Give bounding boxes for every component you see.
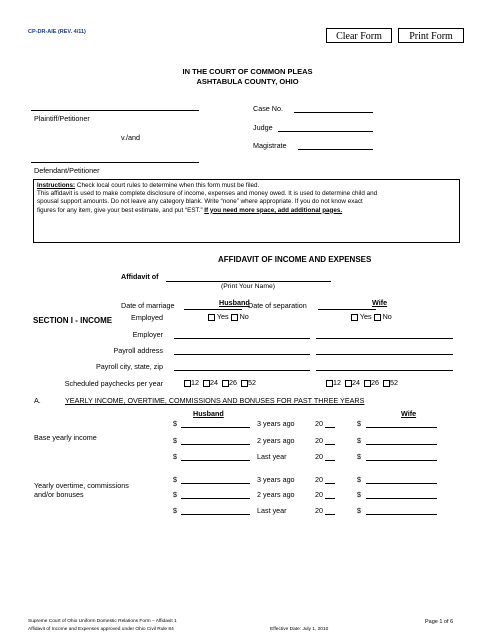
option-26-label: 26 bbox=[371, 378, 379, 387]
case-no-label: Case No. bbox=[253, 104, 283, 113]
overtime-year-field[interactable] bbox=[325, 514, 335, 515]
court-name: IN THE COURT OF COMMON PLEAS bbox=[182, 67, 313, 76]
overtime-wife-amount-field[interactable] bbox=[366, 498, 437, 499]
payroll-city-label: Payroll city, state, zip bbox=[96, 362, 163, 371]
paychecks-label: Scheduled paychecks per year bbox=[64, 379, 163, 388]
footer-page-number: Page 1 of 6 bbox=[425, 619, 454, 625]
base-husband-dollar: $ bbox=[173, 452, 177, 461]
base-year-prefix: 20 bbox=[315, 436, 323, 445]
instructions-line1: Check local court rules to determine when this form must be filed. bbox=[75, 182, 260, 189]
instructions-line3: spousal support amounts. Do not leave any category blank. Write “none” where appropriate. If you do not know exact bbox=[37, 198, 363, 206]
judge-label: Judge bbox=[253, 123, 273, 132]
husband-yes-label: Yes bbox=[216, 312, 229, 321]
instructions-line4: figures for any item, give your best estimate, and put “EST.” bbox=[37, 206, 205, 214]
base-income-label: Base yearly income bbox=[34, 433, 97, 442]
base-period-label: Last year bbox=[257, 452, 287, 461]
wife-employed-yes-checkbox[interactable] bbox=[351, 314, 358, 321]
base-period-label: 2 years ago bbox=[257, 436, 295, 445]
wife-payroll-city-field[interactable] bbox=[316, 370, 453, 371]
section1-title: SECTION I - INCOME bbox=[33, 316, 113, 325]
base-year-field[interactable] bbox=[325, 444, 335, 445]
overtime-label bbox=[34, 481, 129, 499]
base-wife-amount-field[interactable] bbox=[366, 444, 437, 445]
magistrate-field[interactable] bbox=[298, 149, 373, 150]
footer-effective-date: Effective Date: July 1, 2010 bbox=[270, 627, 329, 632]
base-husband-dollar: $ bbox=[173, 436, 177, 445]
print-name-label: (Print Your Name) bbox=[221, 283, 276, 290]
affidavit-title: AFFIDAVIT OF INCOME AND EXPENSES bbox=[218, 255, 372, 264]
part-a-husband-header: Husband bbox=[193, 409, 224, 418]
overtime-husband-amount-field[interactable] bbox=[181, 498, 250, 499]
wife-no-label: No bbox=[382, 312, 392, 321]
overtime-husband-amount-field[interactable] bbox=[181, 514, 250, 515]
instructions-line2: This affidavit is used to make complete disclosure of income, expenses and money owed. It is used to determine child and bbox=[37, 190, 378, 198]
part-a-heading: YEARLY INCOME, OVERTIME, COMMISSIONS AND BONUSES FOR PAST THREE YEARS bbox=[65, 396, 365, 405]
instructions-box bbox=[33, 179, 460, 243]
affiant-name-field[interactable] bbox=[166, 281, 331, 282]
vs-label: v./and bbox=[121, 133, 141, 142]
overtime-year-field[interactable] bbox=[325, 498, 335, 499]
base-wife-dollar: $ bbox=[357, 436, 361, 445]
separation-date-label: Date of separation bbox=[248, 301, 307, 310]
wife-24-checkbox[interactable] bbox=[345, 380, 352, 387]
option-24-label: 24 bbox=[352, 378, 360, 387]
overtime-label-line2: and/or bonuses bbox=[34, 490, 84, 499]
husband-employed bbox=[208, 312, 249, 321]
print-form-button[interactable]: Print Form bbox=[398, 28, 464, 43]
husband-26-checkbox[interactable] bbox=[222, 380, 229, 387]
husband-employer-field[interactable] bbox=[174, 338, 310, 339]
wife-52-checkbox[interactable] bbox=[383, 380, 390, 387]
wife-12-checkbox[interactable] bbox=[326, 380, 333, 387]
s1-wife-header: Wife bbox=[372, 298, 388, 307]
employer-label: Employer bbox=[132, 330, 163, 339]
overtime-husband-amount-field[interactable] bbox=[181, 483, 250, 484]
overtime-period-label: 2 years ago bbox=[257, 490, 295, 499]
overtime-period-label: Last year bbox=[257, 506, 287, 515]
base-period-label: 3 years ago bbox=[257, 419, 295, 428]
overtime-husband-dollar: $ bbox=[173, 475, 177, 484]
option-52-label: 52 bbox=[390, 378, 398, 387]
magistrate-label: Magistrate bbox=[253, 141, 287, 150]
form-code: CP-DR-AIE (REV. 4/11) bbox=[28, 29, 86, 35]
employed-label: Employed bbox=[131, 313, 163, 322]
overtime-husband-dollar: $ bbox=[173, 490, 177, 499]
base-year-field[interactable] bbox=[325, 460, 335, 461]
option-12-label: 12 bbox=[333, 378, 341, 387]
clear-form-button[interactable]: Clear Form bbox=[326, 28, 392, 43]
husband-no-label: No bbox=[239, 312, 249, 321]
overtime-period-label: 3 years ago bbox=[257, 475, 295, 484]
overtime-year-prefix: 20 bbox=[315, 475, 323, 484]
overtime-year-field[interactable] bbox=[325, 483, 335, 484]
marriage-date-label: Date of marriage bbox=[121, 301, 175, 310]
base-husband-dollar: $ bbox=[173, 419, 177, 428]
overtime-wife-dollar: $ bbox=[357, 475, 361, 484]
wife-employed bbox=[351, 312, 392, 321]
overtime-wife-dollar: $ bbox=[357, 490, 361, 499]
wife-employed-no-checkbox[interactable] bbox=[374, 314, 381, 321]
s1-husband-header: Husband bbox=[219, 298, 250, 307]
base-husband-amount-field[interactable] bbox=[181, 460, 250, 461]
base-wife-amount-field[interactable] bbox=[366, 427, 437, 428]
overtime-husband-dollar: $ bbox=[173, 506, 177, 515]
base-year-prefix: 20 bbox=[315, 452, 323, 461]
option-12-label: 12 bbox=[191, 378, 199, 387]
base-year-field[interactable] bbox=[325, 427, 335, 428]
affidavit-of-label: Affidavit of bbox=[121, 272, 159, 281]
husband-paychecks bbox=[184, 378, 256, 387]
plaintiff-label: Plaintiff/Petitioner bbox=[34, 114, 90, 123]
husband-payroll-address-field[interactable] bbox=[174, 354, 310, 355]
wife-paychecks bbox=[326, 378, 398, 387]
overtime-label-line1: Yearly overtime, commissions bbox=[34, 481, 129, 490]
overtime-year-prefix: 20 bbox=[315, 490, 323, 499]
option-26-label: 26 bbox=[229, 378, 237, 387]
option-24-label: 24 bbox=[210, 378, 218, 387]
overtime-wife-dollar: $ bbox=[357, 506, 361, 515]
instructions-more-space: If you need more space, add additional pages. bbox=[204, 206, 343, 214]
judge-field[interactable] bbox=[278, 131, 373, 132]
wife-employer-field[interactable] bbox=[316, 338, 453, 339]
husband-employed-no-checkbox[interactable] bbox=[231, 314, 238, 321]
husband-52-checkbox[interactable] bbox=[241, 380, 248, 387]
separation-date-field[interactable] bbox=[318, 309, 376, 310]
base-husband-amount-field[interactable] bbox=[181, 444, 250, 445]
husband-24-checkbox[interactable] bbox=[203, 380, 210, 387]
wife-payroll-address-field[interactable] bbox=[316, 354, 453, 355]
base-husband-amount-field[interactable] bbox=[181, 427, 250, 428]
part-a-letter: A. bbox=[34, 396, 41, 405]
case-no-field[interactable] bbox=[294, 112, 373, 113]
option-52-label: 52 bbox=[248, 378, 256, 387]
husband-12-checkbox[interactable] bbox=[184, 380, 191, 387]
defendant-label: Defendant/Petitioner bbox=[34, 166, 100, 175]
overtime-wife-amount-field[interactable] bbox=[366, 514, 437, 515]
part-a-wife-header: Wife bbox=[401, 409, 417, 418]
wife-yes-label: Yes bbox=[359, 312, 372, 321]
defendant-field[interactable] bbox=[31, 162, 199, 163]
plaintiff-field[interactable] bbox=[31, 110, 199, 111]
base-wife-dollar: $ bbox=[357, 452, 361, 461]
instructions-heading: Instructions: bbox=[37, 182, 76, 189]
payroll-address-label: Payroll address bbox=[113, 346, 163, 355]
footer-form-name: Supreme Court of Ohio Uniform Domestic Relations Form – Affidavit 1 bbox=[28, 619, 177, 624]
husband-employed-yes-checkbox[interactable] bbox=[208, 314, 215, 321]
wife-26-checkbox[interactable] bbox=[364, 380, 371, 387]
overtime-year-prefix: 20 bbox=[315, 506, 323, 515]
base-year-prefix: 20 bbox=[315, 419, 323, 428]
husband-payroll-city-field[interactable] bbox=[174, 370, 310, 371]
base-wife-amount-field[interactable] bbox=[366, 460, 437, 461]
overtime-wife-amount-field[interactable] bbox=[366, 483, 437, 484]
base-wife-dollar: $ bbox=[357, 419, 361, 428]
footer-approval: Affidavit of Income and Expenses approved under Ohio Civil Rule 84 bbox=[28, 627, 174, 632]
court-county: ASHTABULA COUNTY, OHIO bbox=[196, 77, 299, 86]
marriage-date-field[interactable] bbox=[184, 309, 242, 310]
